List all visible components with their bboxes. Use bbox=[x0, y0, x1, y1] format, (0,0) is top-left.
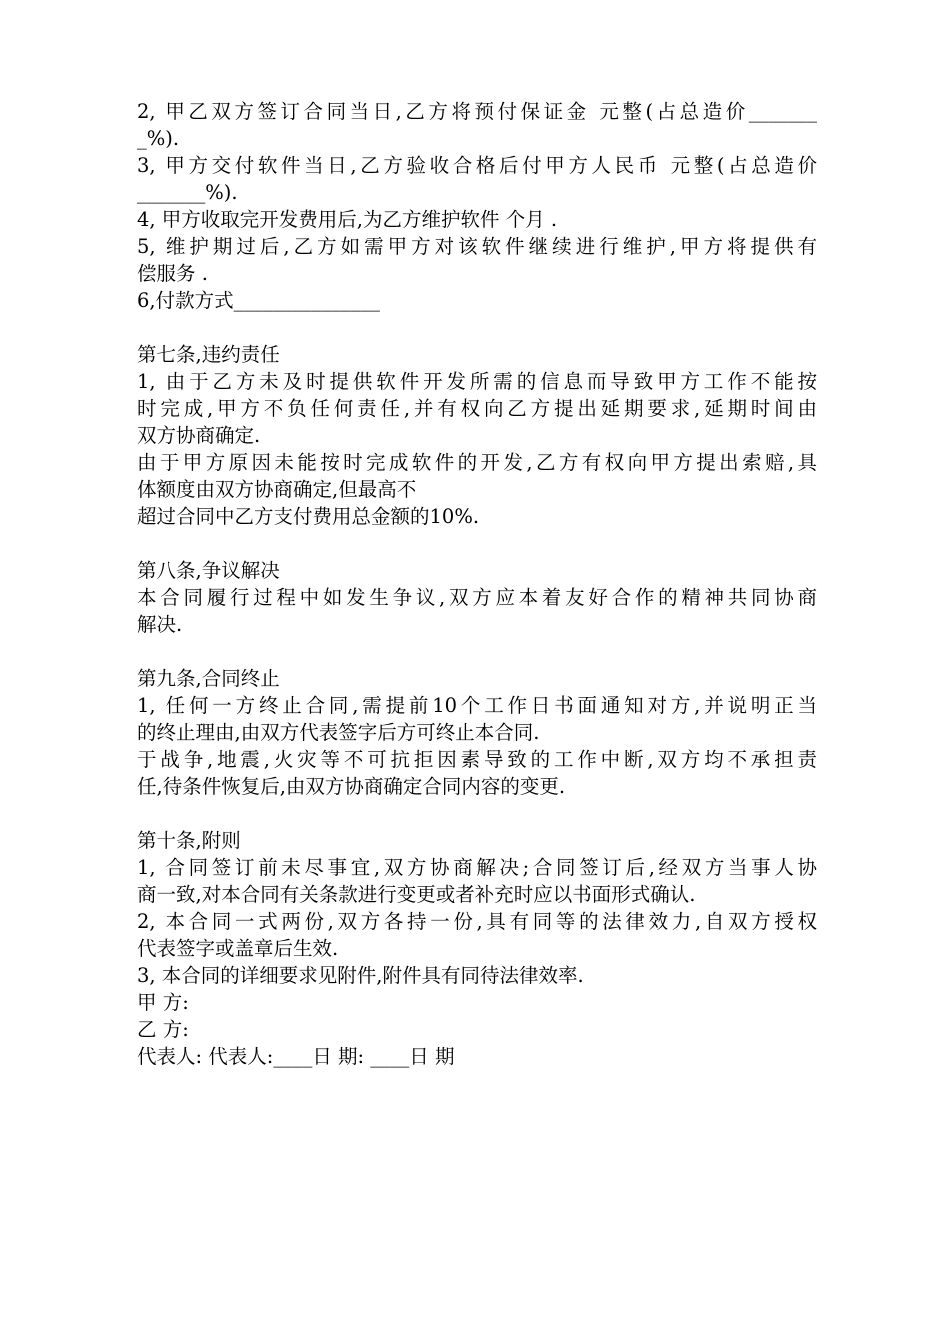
text-line: 1, 任何一方终止合同,需提前10个工作日书面通知对方,并说明正当 bbox=[137, 694, 817, 717]
text-line: 代表人: 代表人:____日 期: ____日 期 bbox=[137, 1045, 455, 1068]
text-line: 由于甲方原因未能按时完成软件的开发,乙方有权向甲方提出索赔,具 bbox=[137, 451, 817, 474]
text-line: 3, 甲方交付软件当日,乙方验收合格后付甲方人民币 元整(占总造价 bbox=[137, 154, 817, 177]
text-line: 1, 由于乙方未及时提供软件开发所需的信息而导致甲方工作不能按 bbox=[137, 370, 817, 393]
text-line: 4, 甲方收取完开发费用后,为乙方维护软件 个月 . bbox=[137, 208, 558, 231]
text-line: 于战争,地震,火灾等不可抗拒因素导致的工作中断,双方均不承担责 bbox=[137, 748, 817, 771]
text-line: 第十条,附则 bbox=[137, 829, 241, 852]
text-line: 超过合同中乙方支付费用总金额的10%. bbox=[137, 505, 480, 528]
blank-line bbox=[137, 314, 817, 341]
text-line: 2, 本合同一式两份,双方各持一份,具有同等的法律效力,自双方授权 bbox=[137, 910, 817, 933]
text-line: 代表签字或盖章后生效. bbox=[137, 937, 339, 960]
text-line: 甲 方: bbox=[137, 991, 189, 1014]
text-line: 的终止理由,由双方代表签字后方可终止本合同. bbox=[137, 721, 540, 744]
text-line: _______%). bbox=[137, 181, 238, 204]
text-line: 任,待条件恢复后,由双方协商确定合同内容的变更. bbox=[137, 775, 566, 798]
text-line: 第八条,争议解决 bbox=[137, 559, 280, 582]
text-line: 1, 合同签订前未尽事宜,双方协商解决;合同签订后,经双方当事人协 bbox=[137, 856, 817, 879]
text-line: 5, 维护期过后,乙方如需甲方对该软件继续进行维护,甲方将提供有 bbox=[137, 235, 817, 258]
text-line: 体额度由双方协商确定,但最高不 bbox=[137, 478, 417, 501]
text-line: 本合同履行过程中如发生争议,双方应本着友好合作的精神共同协商 bbox=[137, 586, 817, 609]
text-line: 时完成,甲方不负任何责任,并有权向乙方提出延期要求,延期时间由 bbox=[137, 397, 817, 420]
text-line: 第九条,合同终止 bbox=[137, 667, 280, 690]
text-line: 第七条,违约责任 bbox=[137, 343, 280, 366]
text-line: _%). bbox=[137, 127, 180, 150]
text-line: 偿服务 . bbox=[137, 262, 208, 285]
text-line: 6,付款方式_______________ bbox=[137, 289, 380, 312]
document-page bbox=[137, 98, 817, 1070]
text-line: 商一致,对本合同有关条款进行变更或者补充时应以书面形式确认. bbox=[137, 883, 696, 906]
text-line: 2, 甲乙双方签订合同当日,乙方将预付保证金 元整(占总造价_______ bbox=[137, 100, 817, 123]
blank-line bbox=[137, 638, 817, 665]
text-line: 3, 本合同的详细要求见附件,附件具有同待法律效率. bbox=[137, 964, 584, 987]
blank-line bbox=[137, 530, 817, 557]
blank-line bbox=[137, 800, 817, 827]
text-line: 双方协商确定. bbox=[137, 424, 261, 447]
text-line: 乙 方: bbox=[137, 1018, 189, 1041]
text-line: 解决. bbox=[137, 613, 183, 636]
